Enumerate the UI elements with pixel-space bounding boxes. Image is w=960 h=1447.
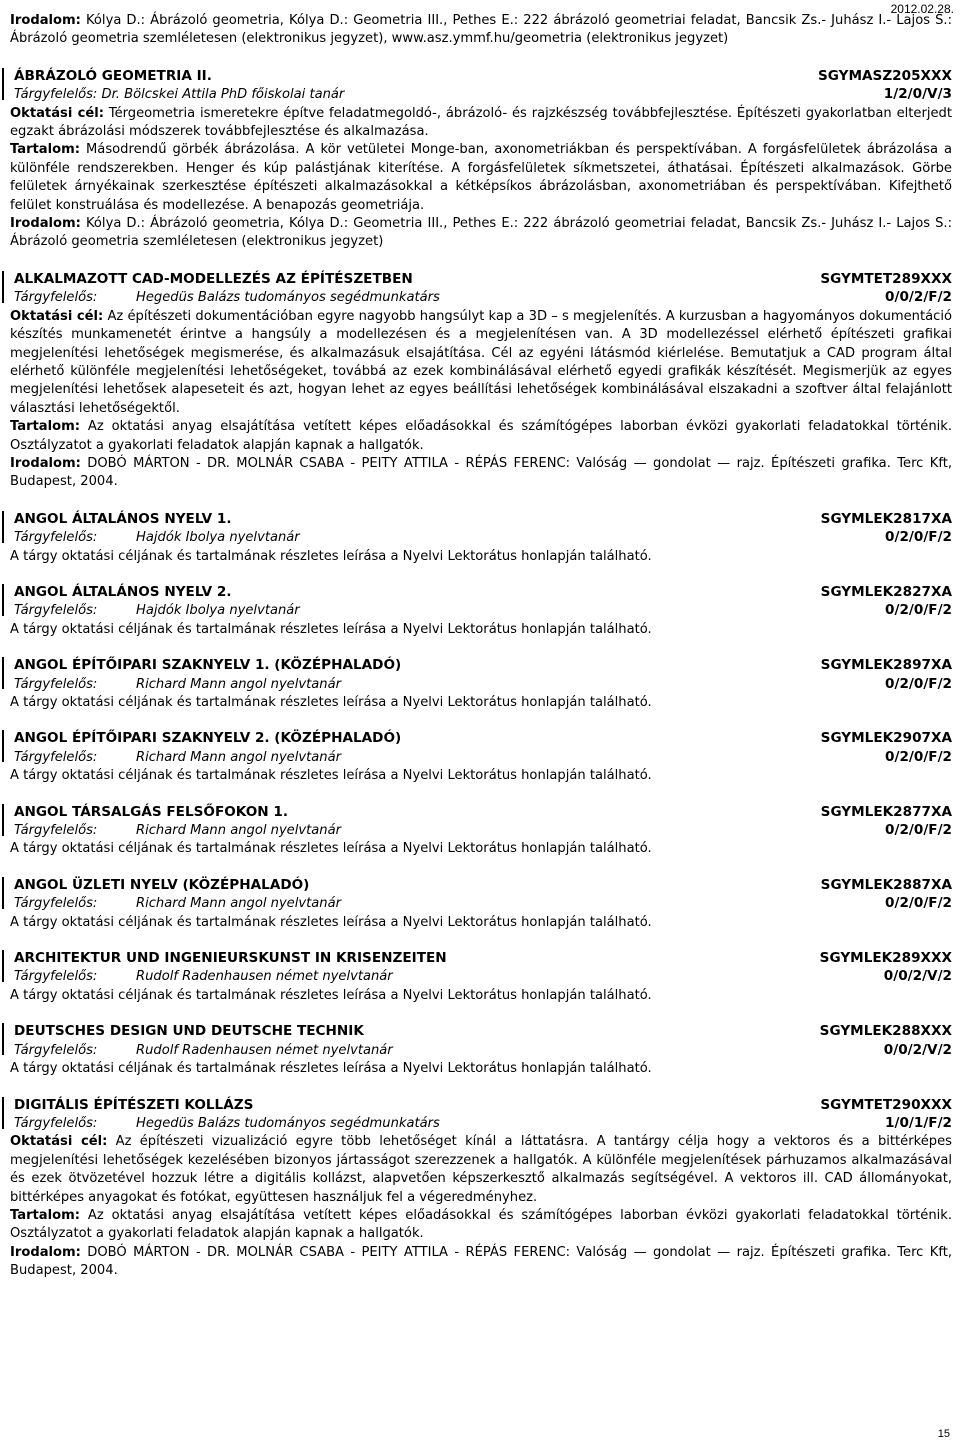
course-content: Tartalom: Másodrendű görbék ábrázolása. A kör vetületei Monge-ban, axonometriákban és perspektívában. A forgásfelületek ábrázolása a különféle rendszerekben. Henger és kúp palástjának kiterítése. A forgásfelületek síkmetszetei, áthatásai. Építészeti alkalmazások. Görbe felületek árnyékainak szerkesztése építészeti alkalmazásokkal a kétképsíkos ábrázolásban, axonometriában és perspektívában. Kifejthető felület konstruálása és modellezése. A benapozás geometriája. xyxy=(10,142,952,213)
language-course xyxy=(10,583,952,639)
responsible-label: Tárgyfelelős: xyxy=(14,603,98,619)
course-literature: Irodalom: DOBÓ MÁRTON - DR. MOLNÁR CSABA - PEITY ATTILA - RÉPÁS FERENC: Valóság — gondolat — rajz. Építészeti grafika. Terc Kft, Budapest, 2004. xyxy=(10,1244,952,1279)
course-heading-block xyxy=(10,583,952,621)
course-responsible-row xyxy=(14,601,952,620)
course-header xyxy=(14,876,952,894)
course-responsible-row xyxy=(14,85,952,104)
responsible-name: Hegedüs Balázs tudományos segédmunkatárs xyxy=(136,290,440,306)
responsible-label: Tárgyfelelős: xyxy=(14,1115,98,1131)
course-description: A tárgy oktatási céljának és tartalmának részletes leírása a Nyelvi Lektorátus honlapján található. xyxy=(10,987,652,1003)
course-description: A tárgy oktatási céljának és tartalmának részletes leírása a Nyelvi Lektorátus honlapján található. xyxy=(10,621,652,637)
responsible-name: Hajdók Ibolya nyelvtanár xyxy=(136,603,300,619)
course-responsible-row xyxy=(14,967,952,986)
course-title: ANGOL ÁLTALÁNOS NYELV 1. xyxy=(14,510,232,527)
responsible-name: Dr. Bölcskei Attila PhD főiskolai tanár xyxy=(101,87,345,103)
responsible-label: Tárgyfelelős: xyxy=(14,87,98,103)
course-goal: Oktatási cél: Térgeometria ismeretekre építve feladatmegoldó-, ábrázoló- és rajzkészség továbbfejlesztése. Építészeti gyakorlatban elterjedt egzakt ábrázolási módszerek továbbfejlesztése és alkalmazása. xyxy=(10,105,952,140)
page-number: 15 xyxy=(937,1428,950,1440)
responsible-label: Tárgyfelelős: xyxy=(14,749,98,765)
responsible-name: Rudolf Radenhausen német nyelvtanár xyxy=(136,969,393,985)
course-header xyxy=(14,1022,952,1040)
responsible-name: Richard Mann angol nyelvtanár xyxy=(136,676,341,692)
course-code: SGYMLEK2897XA xyxy=(820,657,952,674)
course-credits: 1/2/0/V/3 xyxy=(883,86,952,103)
course-header xyxy=(14,1096,952,1114)
responsible-name: Hajdók Ibolya nyelvtanár xyxy=(136,530,300,546)
responsible-name: Rudolf Radenhausen német nyelvtanár xyxy=(136,1042,393,1058)
course-credits: 0/0/2/F/2 xyxy=(885,289,952,306)
document-date: 2012.02.28. xyxy=(890,2,954,16)
responsible-name: Richard Mann angol nyelvtanár xyxy=(136,749,341,765)
course-heading-block xyxy=(10,803,952,841)
responsible-label: Tárgyfelelős: xyxy=(14,530,98,546)
language-course xyxy=(10,1022,952,1078)
course-header xyxy=(14,270,952,288)
course-code: SGYMLEK2887XA xyxy=(820,876,952,893)
course-description: A tárgy oktatási céljának és tartalmának részletes leírása a Nyelvi Lektorátus honlapján található. xyxy=(10,914,652,930)
course-code: SGYMLEK288XXX xyxy=(819,1023,952,1040)
responsible-name: Hegedüs Balázs tudományos segédmunkatárs xyxy=(136,1115,440,1131)
responsible-label: Tárgyfelelős: xyxy=(14,1042,98,1058)
course-code: SGYMTET290XXX xyxy=(820,1096,952,1113)
course-title: ÁBRÁZOLÓ GEOMETRIA II. xyxy=(14,67,212,84)
course-heading-block xyxy=(10,510,952,548)
course-code: SGYMASZ205XXX xyxy=(817,67,952,84)
course-credits: 0/2/0/F/2 xyxy=(885,675,952,692)
course-description: A tárgy oktatási céljának és tartalmának részletes leírása a Nyelvi Lektorátus honlapján található. xyxy=(10,548,652,564)
course-title: DEUTSCHES DESIGN UND DEUTSCHE TECHNIK xyxy=(14,1023,364,1040)
course-code: SGYMTET289XXX xyxy=(820,270,952,287)
course-abrazolo-geometria-2 xyxy=(10,67,952,105)
course-literature: Irodalom: DOBÓ MÁRTON - DR. MOLNÁR CSABA - PEITY ATTILA - RÉPÁS FERENC: Valóság — gondolat — rajz. Építészeti grafika. Terc Kft, Budapest, 2004. xyxy=(10,455,952,490)
course-header xyxy=(14,949,952,967)
course-title: ANGOL ÁLTALÁNOS NYELV 2. xyxy=(14,583,232,600)
language-course xyxy=(10,803,952,859)
responsible-name: Richard Mann angol nyelvtanár xyxy=(136,823,341,839)
responsible-label: Tárgyfelelős: xyxy=(14,290,98,306)
responsible-label: Tárgyfelelős: xyxy=(14,676,98,692)
course-code: SGYMLEK2817XA xyxy=(820,510,952,527)
course-responsible-row xyxy=(14,748,952,767)
language-course xyxy=(10,729,952,785)
course-responsible-row xyxy=(14,894,952,913)
course-title: ALKALMAZOTT CAD-MODELLEZÉS AZ ÉPÍTÉSZETBEN xyxy=(14,270,413,287)
course-credits: 0/2/0/F/2 xyxy=(885,895,952,912)
responsible-label: Tárgyfelelős: xyxy=(14,896,98,912)
course-title: ANGOL TÁRSALGÁS FELSŐFOKON 1. xyxy=(14,803,289,820)
language-course xyxy=(10,949,952,1005)
language-course xyxy=(10,510,952,566)
course-header xyxy=(14,729,952,747)
course-alkalmazott-cad xyxy=(10,270,952,308)
course-header xyxy=(14,656,952,674)
responsible-label: Tárgyfelelős: xyxy=(14,823,98,839)
intro-literature: Irodalom: Kólya D.: Ábrázoló geometria, Kólya D.: Geometria III., Pethes E.: 222 ábrázoló geometriai feladat, Bancsik Zs.- Juhász I.- Lajos S.: Ábrázoló geometria szemléletesen (elektronikus jegyzet), www.asz.ymmf.hu/geometria (elektronikus jegyzet) xyxy=(10,13,952,47)
course-description: A tárgy oktatási céljának és tartalmának részletes leírása a Nyelvi Lektorátus honlapján található. xyxy=(10,841,652,857)
course-code: SGYMLEK2907XA xyxy=(820,730,952,747)
responsible-name: Richard Mann angol nyelvtanár xyxy=(136,896,341,912)
course-code: SGYMLEK2877XA xyxy=(820,803,952,820)
course-heading-block xyxy=(10,876,952,914)
course-header xyxy=(14,803,952,821)
course-content: Tartalom: Az oktatási anyag elsajátítása vetített képes előadásokkal és számítógépes laborban évközi gyakorlati feladatokkal történik. Osztályzatot a gyakorlati feladatok alapján kapnak a hallgatók. xyxy=(10,1207,952,1242)
course-code: SGYMLEK2827XA xyxy=(820,583,952,600)
language-course xyxy=(10,656,952,712)
responsible-label: Tárgyfelelős: xyxy=(14,969,98,985)
course-credits: 0/0/2/V/2 xyxy=(883,1041,952,1058)
course-header xyxy=(14,583,952,601)
course-title: ANGOL ÜZLETI NYELV (KÖZÉPHALADÓ) xyxy=(14,876,310,893)
course-literature: Irodalom: Kólya D.: Ábrázoló geometria, Kólya D.: Geometria III., Pethes E.: 222 ábrázoló geometriai feladat, Bancsik Zs.- Juhász I.- Lajos S.: Ábrázoló geometria szemléletesen (elektronikus jegyzet) xyxy=(10,216,952,250)
course-header xyxy=(14,510,952,528)
course-heading-block xyxy=(10,656,952,694)
course-title: ANGOL ÉPÍTŐIPARI SZAKNYELV 1. (KÖZÉPHALADÓ) xyxy=(14,657,402,674)
course-title: DIGITÁLIS ÉPÍTÉSZETI KOLLÁZS xyxy=(14,1096,254,1113)
course-responsible-row xyxy=(14,821,952,840)
course-content: Tartalom: Az oktatási anyag elsajátítása vetített képes előadásokkal és számítógépes laborban évközi gyakorlati feladatokkal történik. Osztályzatot a gyakorlati feladatok alapján kapnak a hallgatók. xyxy=(10,419,952,453)
course-responsible-row xyxy=(14,675,952,694)
course-description: A tárgy oktatási céljának és tartalmának részletes leírása a Nyelvi Lektorátus honlapján található. xyxy=(10,695,652,710)
course-credits: 1/0/1/F/2 xyxy=(885,1114,952,1131)
course-description: A tárgy oktatási céljának és tartalmának részletes leírása a Nyelvi Lektorátus honlapján található. xyxy=(10,768,652,784)
course-credits: 0/2/0/F/2 xyxy=(885,822,952,839)
course-credits: 0/2/0/F/2 xyxy=(885,748,952,765)
course-title: ARCHITEKTUR UND INGENIEURSKUNST IN KRISENZEITEN xyxy=(14,950,447,967)
course-heading-block xyxy=(10,949,952,987)
course-responsible-row xyxy=(14,528,952,547)
course-responsible-row xyxy=(14,1041,952,1060)
course-credits: 0/0/2/V/2 xyxy=(883,968,952,985)
course-credits: 0/2/0/F/2 xyxy=(885,602,952,619)
course-goal: Oktatási cél: Az építészeti vizualizáció egyre több lehetőséget kínál a láttatásra. A tantárgy célja hogy a vektoros és a bittérképes megjelenítési lehetőségek kezelésében bizonyos jártasságot szerezzenek a hallgatók. A különféle megjelenítések párhuzamos alkalmazásával és ezek ötvözetével hozzuk létre a digitális kollázst, alapvetően képszerkesztő alkalmazás segítségével. A vektoros ill. CAD állományokat, bittérképes anyagokat és fotókat, együttesen használjuk fel a végeredményhez. xyxy=(10,1134,952,1205)
course-credits: 0/2/0/F/2 xyxy=(885,529,952,546)
language-course xyxy=(10,876,952,932)
course-header xyxy=(14,67,952,85)
course-title: ANGOL ÉPÍTŐIPARI SZAKNYELV 2. (KÖZÉPHALADÓ) xyxy=(14,730,402,747)
course-catalog-page xyxy=(10,12,952,1281)
language-course-list xyxy=(10,492,952,1079)
course-code: SGYMLEK289XXX xyxy=(819,950,952,967)
course-heading-block xyxy=(10,1022,952,1060)
course-goal: Oktatási cél: Az építészeti dokumentációban egyre nagyobb hangsúlyt kap a 3D – s megjelenítés. A kurzusban a hagyományos dokumentáció készítés munkamenetét érintve a hangsúly a modellezésen és a megjelenítésen van. A 3D modellezéssel elérhető építészeti grafikai megjelenítési lehetőségek megismerése, és alkalmazásuk elsajátítása. Cél az egyéni látásmód kiérlelése. Bemutatjuk a CAD program által elérhető különféle megjelenítési lehetőségeket, továbbá az ezek kombinálásával elérhető egyedi grafikák készítését. Megismerjük az egyes megjelenítési lehetősek alapeseteit és azt, hogyan lehet az egyes beállítási lehetőségek kombinálásával elszakadni a szoftver által felajánlott választási lehetőségektől. xyxy=(10,308,952,416)
course-description: A tárgy oktatási céljának és tartalmának részletes leírása a Nyelvi Lektorátus honlapján található. xyxy=(10,1061,652,1077)
course-responsible-row xyxy=(14,288,952,307)
course-responsible-row xyxy=(14,1114,952,1133)
course-digitalis-kollazs xyxy=(10,1096,952,1134)
course-heading-block xyxy=(10,729,952,767)
